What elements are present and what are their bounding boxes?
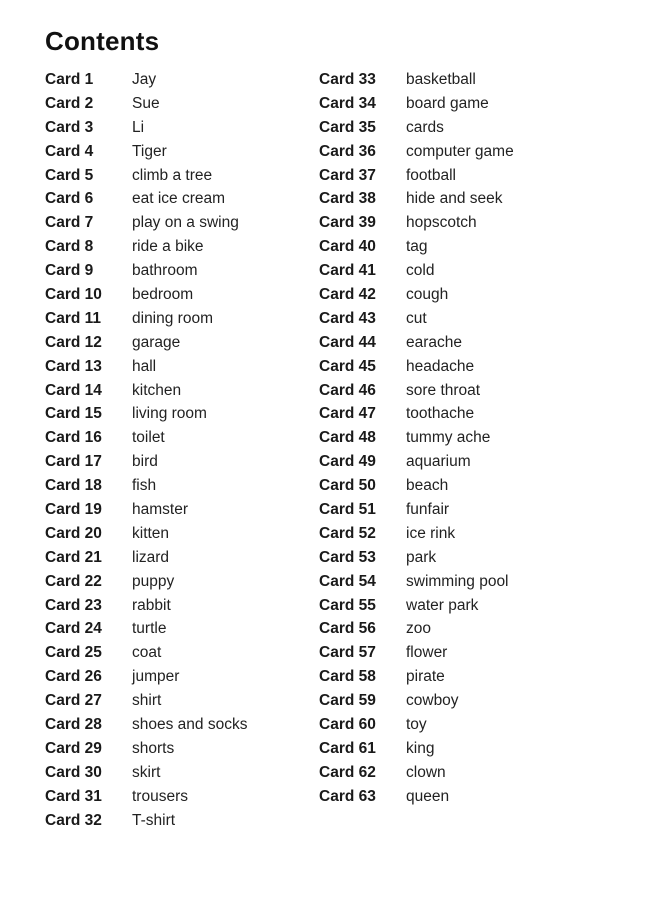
contents-entry xyxy=(319,426,619,450)
card-number: Card 63 xyxy=(319,787,376,805)
contents-entry xyxy=(319,140,619,164)
card-word: kitten xyxy=(132,524,170,542)
card-word: rabbit xyxy=(132,596,171,614)
contents-entry xyxy=(319,187,619,211)
card-number: Card 32 xyxy=(45,811,102,829)
card-word: Tiger xyxy=(132,142,167,160)
contents-entry xyxy=(319,761,619,785)
contents-entry xyxy=(319,331,619,355)
card-word: trousers xyxy=(132,787,188,805)
contents-entry xyxy=(319,259,619,283)
card-number: Card 38 xyxy=(319,190,376,208)
contents-entry xyxy=(45,140,305,164)
card-number: Card 39 xyxy=(319,214,376,232)
card-word: puppy xyxy=(132,572,175,590)
contents-entry xyxy=(45,737,305,761)
card-word: flower xyxy=(406,644,448,662)
contents-entry xyxy=(45,689,305,713)
card-number: Card 37 xyxy=(319,166,376,184)
card-word: toilet xyxy=(132,429,165,447)
card-word: shorts xyxy=(132,739,175,757)
contents-entry xyxy=(319,92,619,116)
card-word: board game xyxy=(406,94,489,112)
card-word: headache xyxy=(406,357,475,375)
card-number: Card 22 xyxy=(45,572,102,590)
card-number: Card 7 xyxy=(45,214,94,232)
card-word: Jay xyxy=(132,71,157,88)
card-number: Card 5 xyxy=(45,166,94,184)
card-number: Card 30 xyxy=(45,763,102,781)
card-number: Card 52 xyxy=(319,524,376,542)
contents-entry xyxy=(319,307,619,331)
card-word: beach xyxy=(406,477,449,495)
card-word: shoes and socks xyxy=(132,716,248,734)
contents-entry xyxy=(45,331,305,355)
card-number: Card 35 xyxy=(319,118,376,136)
contents-entry xyxy=(45,116,305,140)
card-word: water park xyxy=(406,596,479,614)
card-number: Card 1 xyxy=(45,71,94,88)
contents-entry xyxy=(319,546,619,570)
card-number: Card 42 xyxy=(319,286,376,304)
card-word: hamster xyxy=(132,501,188,519)
card-number: Card 24 xyxy=(45,620,102,638)
card-word: fish xyxy=(132,477,157,495)
card-number: Card 54 xyxy=(319,572,376,590)
card-number: Card 12 xyxy=(45,333,102,351)
contents-entry xyxy=(319,402,619,426)
card-number: Card 48 xyxy=(319,429,376,447)
contents-entry xyxy=(45,809,305,833)
contents-entry xyxy=(45,713,305,737)
contents-entry xyxy=(45,259,305,283)
card-number: Card 15 xyxy=(45,405,102,423)
card-word: climb a tree xyxy=(132,166,213,184)
card-word: aquarium xyxy=(406,453,471,471)
card-number: Card 8 xyxy=(45,238,94,256)
card-word: Li xyxy=(132,118,145,136)
card-word: coat xyxy=(132,644,162,662)
card-number: Card 51 xyxy=(319,501,376,519)
contents-entry xyxy=(319,116,619,140)
card-word: toy xyxy=(406,716,427,734)
contents-entry xyxy=(45,379,305,403)
contents-entry xyxy=(319,355,619,379)
card-word: tummy ache xyxy=(406,429,491,447)
contents-entry xyxy=(45,235,305,259)
contents-entry xyxy=(45,211,305,235)
card-number: Card 45 xyxy=(319,357,376,375)
card-word: jumper xyxy=(132,668,180,686)
card-word: play on a swing xyxy=(132,214,239,232)
card-word: cough xyxy=(406,286,449,304)
contents-entry xyxy=(45,426,305,450)
card-word: hopscotch xyxy=(406,214,477,232)
card-number: Card 36 xyxy=(319,142,376,160)
contents-entry xyxy=(319,283,619,307)
card-number: Card 33 xyxy=(319,71,376,88)
card-number: Card 47 xyxy=(319,405,376,423)
card-number: Card 13 xyxy=(45,357,102,375)
contents-entry xyxy=(45,522,305,546)
card-word: king xyxy=(406,739,435,757)
card-word: tag xyxy=(406,238,428,256)
card-number: Card 20 xyxy=(45,524,102,542)
card-number: Card 9 xyxy=(45,262,94,280)
card-word: queen xyxy=(406,787,450,805)
card-word: ice rink xyxy=(406,524,456,542)
page-title: Contents xyxy=(45,26,160,56)
card-word: garage xyxy=(132,333,181,351)
contents-entry xyxy=(319,617,619,641)
card-number: Card 18 xyxy=(45,477,102,495)
card-word: bathroom xyxy=(132,262,198,280)
contents-entry xyxy=(319,522,619,546)
card-word: bird xyxy=(132,453,158,471)
contents-entry xyxy=(319,498,619,522)
card-word: hall xyxy=(132,357,157,375)
card-word: lizard xyxy=(132,548,170,566)
card-word: earache xyxy=(406,333,463,351)
card-number: Card 14 xyxy=(45,381,102,399)
card-number: Card 29 xyxy=(45,739,102,757)
card-word: shirt xyxy=(132,692,162,710)
card-word: computer game xyxy=(406,142,514,160)
card-number: Card 62 xyxy=(319,763,376,781)
card-number: Card 3 xyxy=(45,118,94,136)
contents-entry xyxy=(45,92,305,116)
contents-entry xyxy=(45,665,305,689)
card-word: zoo xyxy=(406,620,431,638)
contents-entry xyxy=(319,737,619,761)
card-number: Card 21 xyxy=(45,548,102,566)
card-word: cut xyxy=(406,309,427,327)
contents-entry xyxy=(45,187,305,211)
contents-column-right xyxy=(319,68,619,809)
contents-entry xyxy=(319,713,619,737)
card-number: Card 50 xyxy=(319,477,376,495)
card-number: Card 19 xyxy=(45,501,102,519)
card-number: Card 28 xyxy=(45,716,102,734)
contents-entry xyxy=(319,474,619,498)
card-number: Card 57 xyxy=(319,644,376,662)
card-number: Card 53 xyxy=(319,548,376,566)
card-number: Card 17 xyxy=(45,453,102,471)
card-word: ride a bike xyxy=(132,238,204,256)
card-number: Card 44 xyxy=(319,333,376,351)
card-number: Card 2 xyxy=(45,94,94,112)
card-word: toothache xyxy=(406,405,475,423)
card-number: Card 59 xyxy=(319,692,376,710)
contents-entry xyxy=(319,785,619,809)
card-number: Card 11 xyxy=(45,309,102,327)
contents-entry xyxy=(319,68,619,92)
contents-entry xyxy=(45,546,305,570)
contents-entry xyxy=(45,307,305,331)
card-word: swimming pool xyxy=(406,572,509,590)
contents-entry xyxy=(45,594,305,618)
card-word: cold xyxy=(406,262,435,280)
card-number: Card 40 xyxy=(319,238,376,256)
contents-entry xyxy=(319,379,619,403)
contents-entry xyxy=(319,450,619,474)
card-word: skirt xyxy=(132,763,161,781)
card-number: Card 46 xyxy=(319,381,376,399)
card-word: basketball xyxy=(406,71,476,88)
contents-entry xyxy=(319,211,619,235)
card-number: Card 16 xyxy=(45,429,102,447)
card-number: Card 26 xyxy=(45,668,102,686)
contents-entry xyxy=(319,665,619,689)
contents-entry xyxy=(45,68,305,92)
card-word: dining room xyxy=(132,309,213,327)
card-word: kitchen xyxy=(132,381,182,399)
contents-entry xyxy=(45,761,305,785)
card-word: T-shirt xyxy=(132,811,176,829)
card-number: Card 4 xyxy=(45,142,94,160)
card-word: funfair xyxy=(406,501,450,519)
contents-entry xyxy=(319,164,619,188)
card-word: bedroom xyxy=(132,286,194,304)
contents-entry xyxy=(45,498,305,522)
card-number: Card 43 xyxy=(319,309,376,327)
contents-entry xyxy=(319,689,619,713)
card-word: Sue xyxy=(132,94,160,112)
card-number: Card 31 xyxy=(45,787,102,805)
card-word: park xyxy=(406,548,437,566)
card-word: turtle xyxy=(132,620,167,638)
card-number: Card 41 xyxy=(319,262,376,280)
contents-entry xyxy=(45,402,305,426)
card-word: living room xyxy=(132,405,207,423)
contents-entry xyxy=(319,235,619,259)
card-word: clown xyxy=(406,763,446,781)
contents-column-left xyxy=(45,68,305,833)
card-word: hide and seek xyxy=(406,190,503,208)
contents-entry xyxy=(45,355,305,379)
card-number: Card 27 xyxy=(45,692,102,710)
card-word: cowboy xyxy=(406,692,459,710)
card-number: Card 55 xyxy=(319,596,376,614)
contents-entry xyxy=(45,283,305,307)
contents-entry xyxy=(45,617,305,641)
card-word: sore throat xyxy=(406,381,481,399)
card-number: Card 6 xyxy=(45,190,94,208)
card-number: Card 60 xyxy=(319,716,376,734)
card-number: Card 61 xyxy=(319,739,376,757)
contents-entry xyxy=(45,785,305,809)
contents-entry xyxy=(45,641,305,665)
contents-entry xyxy=(45,474,305,498)
contents-entry xyxy=(45,450,305,474)
contents-entry xyxy=(319,570,619,594)
card-number: Card 58 xyxy=(319,668,376,686)
card-number: Card 10 xyxy=(45,286,102,304)
contents-entry xyxy=(45,164,305,188)
card-word: pirate xyxy=(406,668,445,686)
card-number: Card 49 xyxy=(319,453,376,471)
card-word: cards xyxy=(406,118,444,136)
card-number: Card 25 xyxy=(45,644,102,662)
card-word: football xyxy=(406,166,456,184)
card-number: Card 56 xyxy=(319,620,376,638)
contents-entry xyxy=(319,594,619,618)
contents-entry xyxy=(319,641,619,665)
card-number: Card 34 xyxy=(319,94,376,112)
card-word: eat ice cream xyxy=(132,190,226,208)
contents-entry xyxy=(45,570,305,594)
card-number: Card 23 xyxy=(45,596,102,614)
